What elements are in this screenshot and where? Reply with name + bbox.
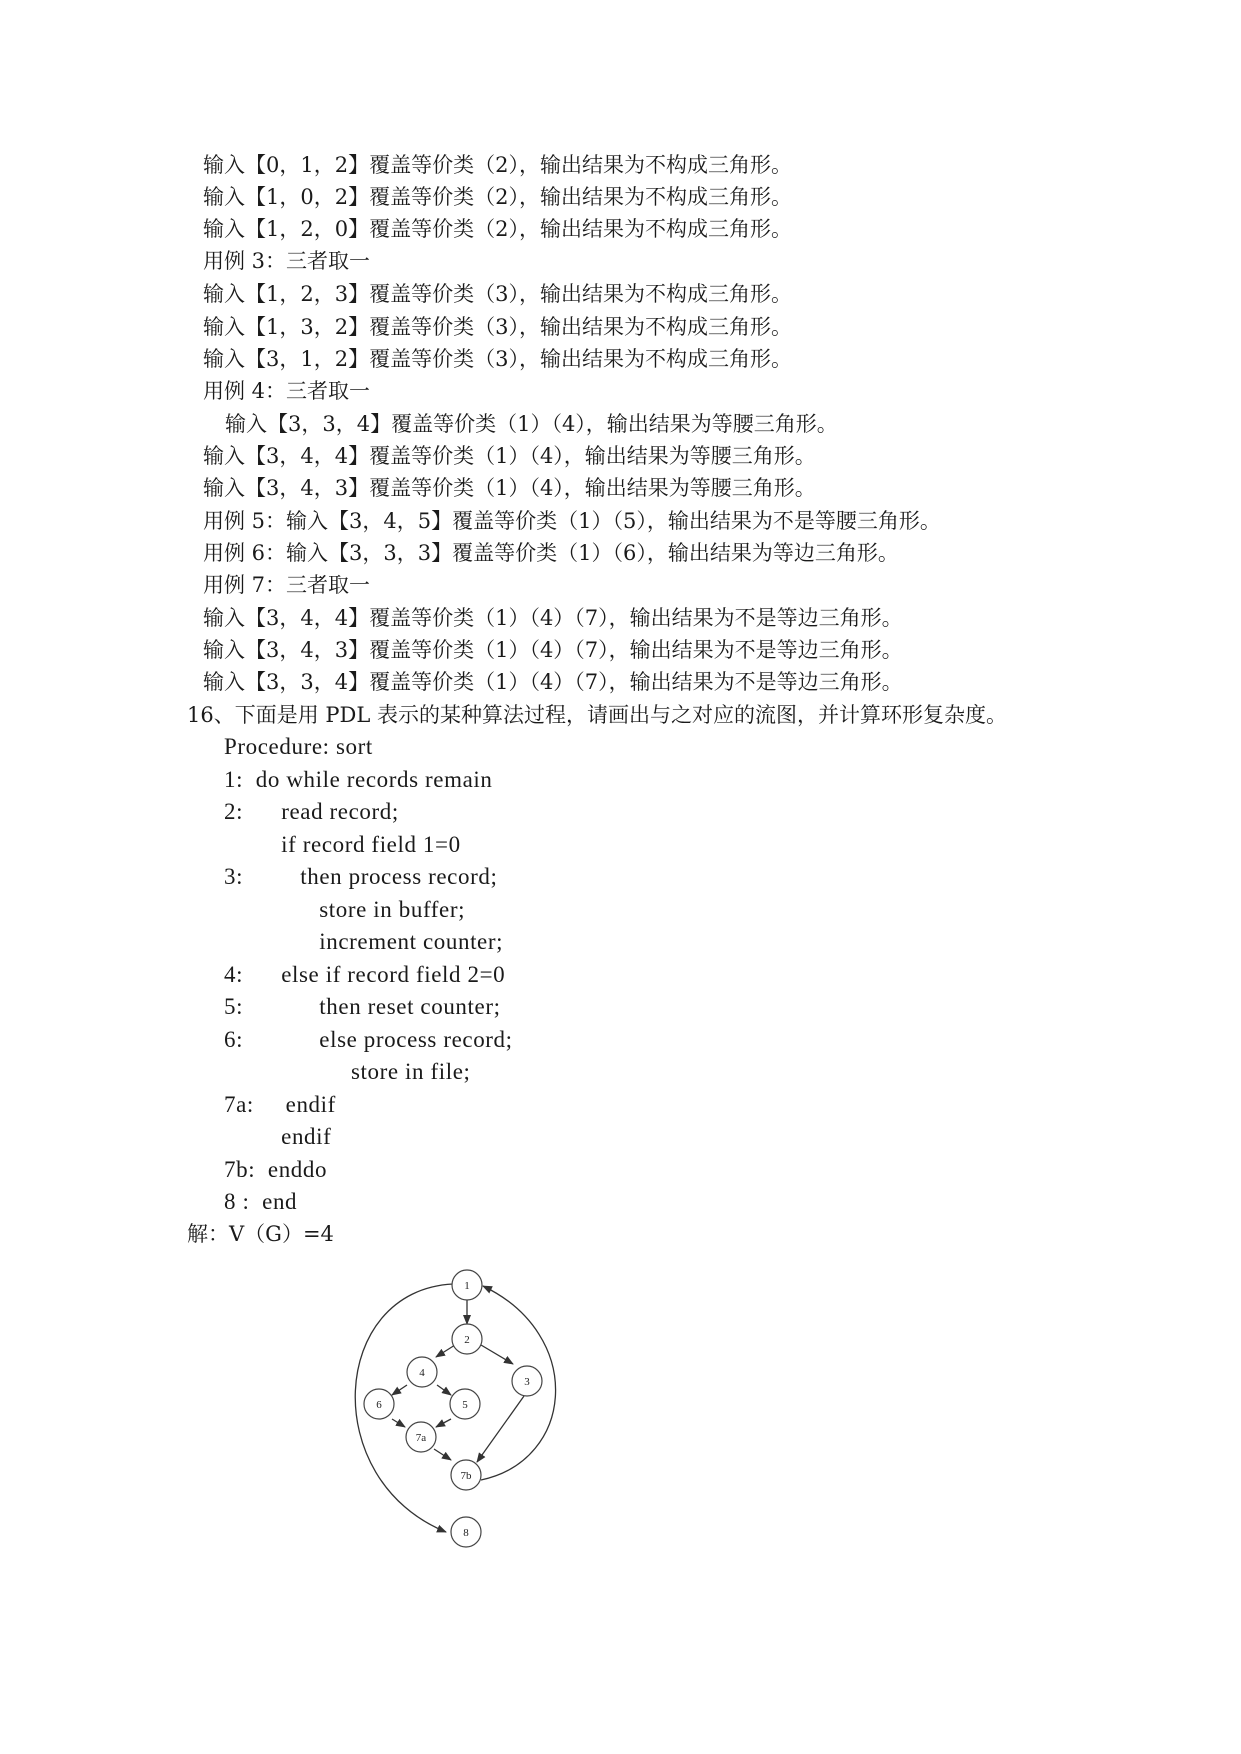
edge-7a-7b	[434, 1449, 451, 1460]
text-line: 输入【1，2，3】覆盖等价类（3），输出结果为不构成三角形。	[203, 282, 792, 306]
edge-2-4	[436, 1345, 455, 1357]
code-line: 3: then process record;	[224, 864, 498, 889]
text-line: 输入【3，4，3】覆盖等价类（1）（4），输出结果为等腰三角形。	[203, 476, 816, 500]
graph-node-label: 2	[464, 1334, 470, 1346]
graph-node-label: 4	[419, 1367, 425, 1379]
code-line: if record field 1=0	[224, 832, 461, 857]
text-line: 用例 7：三者取一	[203, 573, 371, 597]
graph-node-label: 7b	[460, 1470, 472, 1482]
code-line: increment counter;	[224, 929, 504, 954]
edge-6-7a	[392, 1419, 405, 1427]
graph-node-label: 1	[464, 1280, 470, 1292]
text-line: 输入【0，1，2】覆盖等价类（2），输出结果为不构成三角形。	[203, 153, 792, 177]
code-line: 4: else if record field 2=0	[224, 962, 506, 987]
code-line: 7a: endif	[224, 1092, 336, 1117]
text-line: 用例 3：三者取一	[203, 249, 371, 273]
text-line: 输入【3，3，4】覆盖等价类（1）（4），输出结果为等腰三角形。	[225, 412, 838, 436]
edge-5-7a	[436, 1419, 451, 1427]
edge-4-5	[437, 1385, 451, 1395]
text-line: 输入【1，0，2】覆盖等价类（2），输出结果为不构成三角形。	[203, 185, 792, 209]
text-line: 用例 4：三者取一	[203, 379, 371, 403]
edge-2-3	[481, 1345, 513, 1364]
graph-node-label: 6	[376, 1399, 382, 1411]
text-line: 用例 6：输入【3，3，3】覆盖等价类（1）（6），输出结果为等边三角形。	[203, 541, 899, 565]
code-line: 7b: enddo	[224, 1157, 328, 1182]
graph-node-label: 7a	[415, 1432, 427, 1444]
graph-node-label: 5	[462, 1399, 468, 1411]
code-line: Procedure: sort	[224, 734, 373, 759]
code-line: endif	[224, 1124, 332, 1149]
code-line: 5: then reset counter;	[224, 994, 501, 1019]
graph-node-label: 8	[463, 1527, 469, 1539]
edge-3-7b	[477, 1396, 524, 1462]
text-line: 输入【3，1，2】覆盖等价类（3），输出结果为不构成三角形。	[203, 347, 792, 371]
text-line: 输入【3，4，4】覆盖等价类（1）（4）（7），输出结果为不是等边三角形。	[203, 606, 903, 630]
text-line: 输入【1，2，0】覆盖等价类（2），输出结果为不构成三角形。	[203, 217, 792, 241]
text-line: 输入【3，4，3】覆盖等价类（1）（4）（7），输出结果为不是等边三角形。	[203, 638, 903, 662]
code-line: 8 : end	[224, 1189, 298, 1214]
text-line: 输入【3，3，4】覆盖等价类（1）（4）（7），输出结果为不是等边三角形。	[203, 670, 903, 694]
code-line: store in buffer;	[224, 897, 466, 922]
question-heading: 16、下面是用 PDL 表示的某种算法过程，请画出与之对应的流图，并计算环形复杂度。	[187, 703, 1007, 727]
text-line: 输入【3，4，4】覆盖等价类（1）（4），输出结果为等腰三角形。	[203, 444, 816, 468]
text-line: 用例 5：输入【3，4，5】覆盖等价类（1）（5），输出结果为不是等腰三角形。	[203, 509, 941, 533]
text-line: 输入【1，3，2】覆盖等价类（3），输出结果为不构成三角形。	[203, 315, 792, 339]
code-line: 2: read record;	[224, 799, 399, 824]
graph-node-label: 3	[524, 1376, 530, 1388]
answer-text: 解：V（G）=4	[187, 1222, 334, 1246]
code-line: 6: else process record;	[224, 1027, 513, 1052]
code-line: store in file;	[224, 1059, 471, 1084]
edge-4-6	[392, 1385, 407, 1395]
code-line: 1: do while records remain	[224, 767, 493, 792]
